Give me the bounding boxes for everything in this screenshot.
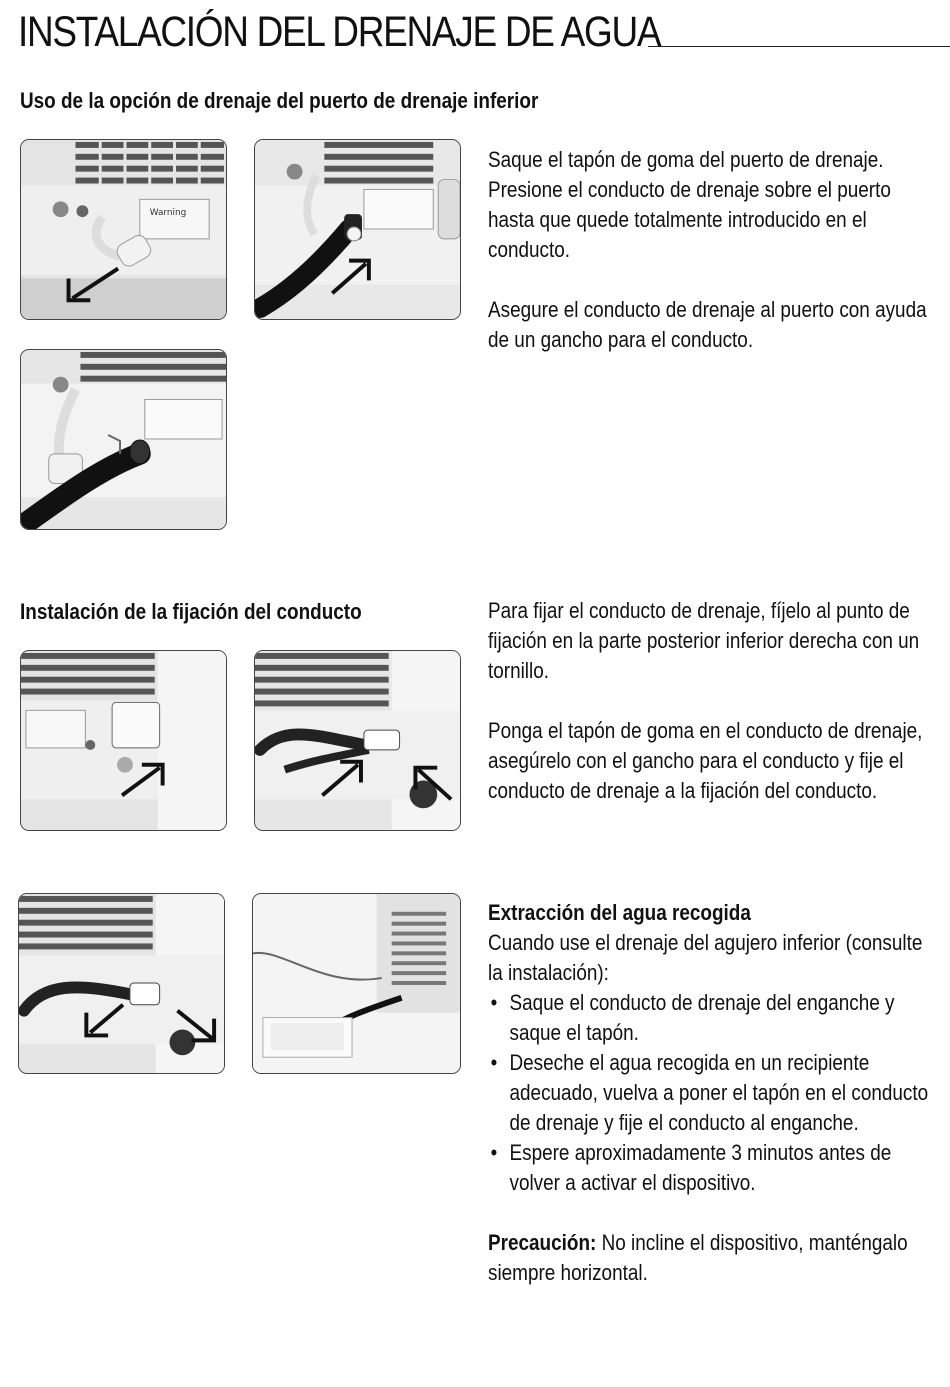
section3-intro: Cuando use el drenaje del agujero inferior (consulte la instalación): bbox=[488, 930, 923, 985]
bullet-item: • Espere aproximadamente 3 minutos antes de volver a activar el dispositivo. bbox=[488, 1138, 935, 1198]
caution-paragraph bbox=[488, 1228, 935, 1288]
section-heading-hose-fixing: Instalación de la fijación del conducto bbox=[20, 599, 362, 624]
photo-secure-hook bbox=[20, 349, 227, 530]
photo-hose-fixed bbox=[254, 650, 461, 831]
photo-remove-hose bbox=[18, 893, 225, 1074]
caution-label: Precaución: bbox=[488, 1230, 597, 1255]
title-rule bbox=[648, 46, 950, 47]
section1-text bbox=[488, 145, 935, 355]
section3-heading: Extracción del agua recogida bbox=[488, 900, 751, 925]
page-title: INSTALACIÓN DEL DRENAJE DE AGUA bbox=[18, 8, 661, 56]
caution-text: No incline el dispositivo, manténgalo siempre horizontal. bbox=[488, 1230, 908, 1285]
bullet-item: • Deseche el agua recogida en un recipiente adecuado, vuelva a poner el tapón en el conducto de drenaje y fije el conducto al enganche. bbox=[488, 1048, 935, 1138]
photo-fixing-bracket bbox=[20, 650, 227, 831]
section1-paragraph-2: Asegure el conducto de drenaje al puerto con ayuda de un gancho para el conducto. bbox=[488, 297, 927, 352]
section2-paragraph-1: Para fijar el conducto de drenaje, fíjelo al punto de fijación en la parte posterior inferior derecha con un tornillo. bbox=[488, 598, 920, 683]
section3-bullet-list bbox=[488, 988, 935, 1198]
section-heading-bottom-drain: Uso de la opción de drenaje del puerto de drenaje inferior bbox=[20, 88, 539, 113]
photo-remove-plug bbox=[20, 139, 227, 320]
warning-label-1: Warning bbox=[149, 208, 187, 219]
bullet-item: • Saque el conducto de drenaje del enganche y saque el tapón. bbox=[488, 988, 935, 1048]
section1-paragraph-1: Saque el tapón de goma del puerto de drenaje. Presione el conducto de drenaje sobre el puerto hasta que quede totalmente introducido en el conducto. bbox=[488, 147, 891, 262]
section2-paragraph-2: Ponga el tapón de goma en el conducto de drenaje, asegúrelo con el gancho para el conducto y fije el conducto de drenaje a la fijación del conducto. bbox=[488, 718, 923, 803]
section3-text bbox=[488, 898, 935, 1288]
photo-drain-water bbox=[252, 893, 461, 1074]
photo-insert-hose bbox=[254, 139, 461, 320]
section2-text bbox=[488, 596, 935, 806]
